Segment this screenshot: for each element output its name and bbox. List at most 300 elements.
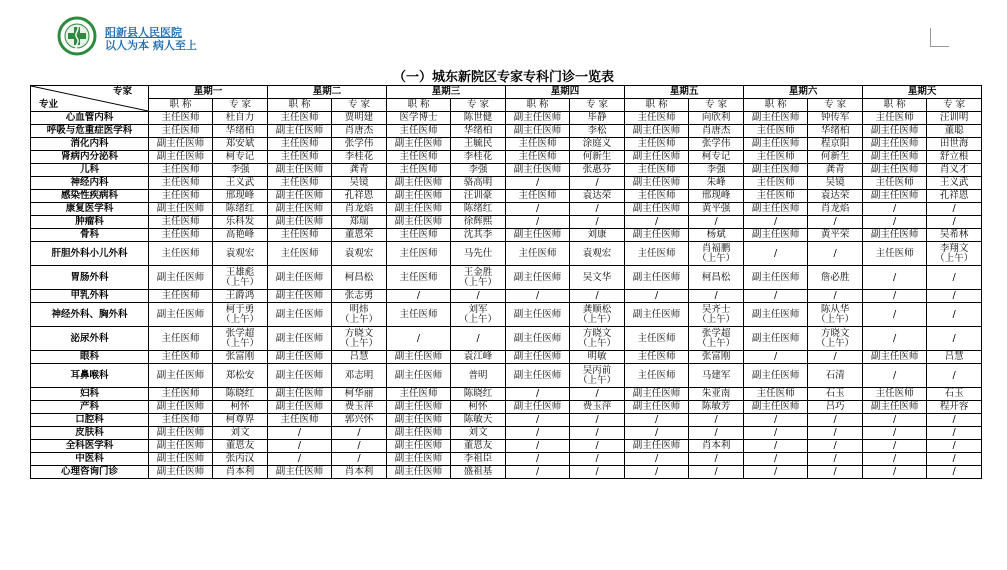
doctor-name-cell: 龚青	[808, 164, 863, 177]
doctor-name-cell: 陈绪红	[213, 203, 268, 216]
doctor-title-cell: 副主任医师	[744, 229, 808, 242]
doctor-title-cell: 副主任医师	[268, 351, 332, 364]
schedule-row	[31, 112, 982, 125]
doctor-name-cell	[689, 242, 744, 266]
schedule-row	[31, 125, 982, 138]
doctor-name-cell: 石玉	[927, 388, 982, 401]
doctor-title-cell: /	[863, 453, 927, 466]
doctor-name-cell: 朱亚南	[689, 388, 744, 401]
doctor-name-cell: 骆高明	[451, 177, 506, 190]
doctor-name-cell: 华绪柏	[213, 125, 268, 138]
doctor-title-cell: 主任医师	[506, 242, 570, 266]
doctor-name-cell: 费玉萍	[332, 401, 387, 414]
schedule-row	[31, 290, 982, 303]
doctor-name-cell: /	[332, 440, 387, 453]
doctor-name-cell: /	[927, 427, 982, 440]
doctor-name-cell: 张学伟	[332, 138, 387, 151]
doctor-name: 王金胜	[463, 266, 493, 278]
department-cell: 皮肤科	[31, 427, 149, 440]
day-header: 星期三	[387, 86, 506, 99]
doctor-name-cell: 舒立根	[927, 151, 982, 164]
corner-header-cell	[31, 86, 149, 112]
doctor-name-cell: 马先仕	[451, 242, 506, 266]
doctor-title-cell: 副主任医师	[863, 164, 927, 177]
doctor-name-cell: 张富刚	[213, 351, 268, 364]
doctor-title-cell: 副主任医师	[387, 364, 451, 388]
doctor-name-cell: /	[808, 414, 863, 427]
doctor-name-cell: 肖龙焰	[808, 203, 863, 216]
doctor-title-cell: 副主任医师	[149, 266, 213, 290]
session-note: （上午）	[697, 252, 736, 264]
doctor-name-cell: 黄平荣	[808, 229, 863, 242]
doctor-title-cell: 副主任医师	[863, 138, 927, 151]
day-header: 星期六	[744, 86, 863, 99]
doctor-name: 方晓文	[820, 327, 850, 339]
doctor-name-cell: 张富刚	[689, 351, 744, 364]
doctor-name-cell: 普明	[451, 364, 506, 388]
schedule-row	[31, 164, 982, 177]
doctor-title-cell: /	[744, 290, 808, 303]
doctor-name-cell: 石玉	[808, 388, 863, 401]
doctor-name-cell: 龚青	[332, 164, 387, 177]
doctor-title-cell: /	[625, 290, 689, 303]
doctor-title-cell: 副主任医师	[744, 266, 808, 290]
doctor-title-cell: /	[506, 388, 570, 401]
doctor-title-cell: /	[863, 327, 927, 351]
schedule-row	[31, 466, 982, 479]
doctor-title-cell: 副主任医师	[268, 327, 332, 351]
doctor-name-cell: 程开容	[927, 401, 982, 414]
doctor-name-cell: /	[927, 327, 982, 351]
doctor-name-cell: 明敏	[570, 351, 625, 364]
doctor-title-cell: 副主任医师	[268, 216, 332, 229]
doctor-name-cell	[570, 364, 625, 388]
doctor-title-cell: 副主任医师	[268, 290, 332, 303]
doctor-title-cell: 主任医师	[268, 229, 332, 242]
doctor-name-cell: 刘康	[570, 229, 625, 242]
doctor-name-cell: 张学伟	[689, 138, 744, 151]
hospital-name: 阳新县人民医院	[105, 26, 182, 39]
schedule-row	[31, 414, 982, 427]
expert-col-header: 专 家	[213, 99, 268, 112]
doctor-name-cell: 袁观宏	[332, 242, 387, 266]
doctor-name: 明炜	[349, 303, 369, 315]
doctor-name-cell	[927, 242, 982, 266]
doctor-name-cell: 柯怀	[451, 401, 506, 414]
doctor-name: 龚顺松	[582, 303, 612, 315]
doctor-name-cell	[332, 303, 387, 327]
doctor-title-cell: 主任医师	[506, 138, 570, 151]
doctor-title-cell: 副主任医师	[149, 440, 213, 453]
doctor-title-cell: 副主任医师	[744, 138, 808, 151]
doctor-name-cell: /	[927, 414, 982, 427]
doctor-title-cell: 副主任医师	[506, 303, 570, 327]
doctor-name-cell: 袁达荣	[570, 190, 625, 203]
day-header: 星期二	[268, 86, 387, 99]
corner-label-specialty: 专业	[39, 99, 59, 110]
doctor-title-cell: 副主任医师	[149, 364, 213, 388]
expert-col-header: 专 家	[332, 99, 387, 112]
title-col-header: 职 称	[149, 99, 213, 112]
page-corner-mark	[930, 28, 949, 47]
session-note: （上午）	[816, 337, 855, 349]
doctor-name-cell: /	[451, 327, 506, 351]
schedule-row	[31, 203, 982, 216]
doctor-name-cell	[451, 266, 506, 290]
doctor-title-cell: 主任医师	[625, 190, 689, 203]
doctor-name-cell: 吕慧	[332, 351, 387, 364]
doctor-title-cell: 副主任医师	[387, 216, 451, 229]
doctor-name-cell: 邢现峰	[213, 190, 268, 203]
doctor-title-cell: /	[863, 466, 927, 479]
doctor-name-cell: 肖本利	[213, 466, 268, 479]
doctor-name-cell: 吴文华	[570, 266, 625, 290]
doctor-name-cell: 孔祥恩	[927, 190, 982, 203]
day-header: 星期四	[506, 86, 625, 99]
doctor-name-cell	[213, 266, 268, 290]
doctor-title-cell: 主任医师	[387, 303, 451, 327]
hospital-header	[105, 26, 197, 52]
doctor-name-cell: 郭兴怀	[332, 414, 387, 427]
doctor-title-cell: 主任医师	[863, 242, 927, 266]
doctor-name-cell: /	[689, 216, 744, 229]
doctor-title-cell: /	[625, 216, 689, 229]
doctor-name-cell: 肖唐杰	[689, 125, 744, 138]
doctor-title-cell: /	[744, 414, 808, 427]
doctor-name-cell: 盛祖基	[451, 466, 506, 479]
doctor-name-cell: /	[808, 453, 863, 466]
doctor-title-cell: 副主任医师	[387, 177, 451, 190]
schedule-row	[31, 177, 982, 190]
doctor-title-cell: 副主任医师	[744, 203, 808, 216]
schedule-row	[31, 440, 982, 453]
schedule-row	[31, 242, 982, 266]
doctor-title-cell: /	[625, 453, 689, 466]
department-cell: 泌尿外科	[31, 327, 149, 351]
doctor-name-cell: 钟传军	[808, 112, 863, 125]
doctor-title-cell: 主任医师	[268, 112, 332, 125]
session-note: （上午）	[578, 337, 617, 349]
doctor-title-cell: 副主任医师	[506, 112, 570, 125]
doctor-title-cell: 副主任医师	[506, 164, 570, 177]
doctor-name-cell: /	[570, 453, 625, 466]
doctor-name-cell: 陈晓红	[451, 388, 506, 401]
doctor-name: 肖福鹏	[701, 242, 731, 254]
title-col-header: 职 称	[744, 99, 808, 112]
day-header: 星期一	[149, 86, 268, 99]
schedule-row	[31, 303, 982, 327]
doctor-name-cell: 陈敏天	[451, 414, 506, 427]
doctor-title-cell: 副主任医师	[625, 401, 689, 414]
day-header: 星期天	[863, 86, 982, 99]
subheader-row	[31, 99, 982, 112]
doctor-name-cell: 邢现峰	[689, 190, 744, 203]
doctor-name-cell	[808, 303, 863, 327]
session-note: （上午）	[697, 313, 736, 325]
doctor-title-cell: 副主任医师	[387, 453, 451, 466]
doctor-title-cell: /	[506, 453, 570, 466]
doctor-name-cell: 徐辉熙	[451, 216, 506, 229]
doctor-title-cell: 副主任医师	[387, 351, 451, 364]
doctor-name: 方晓文	[582, 327, 612, 339]
doctor-title-cell: 主任医师	[625, 112, 689, 125]
doctor-title-cell: 副主任医师	[149, 466, 213, 479]
doctor-name: 柯于勇	[225, 303, 255, 315]
doctor-name-cell: /	[927, 466, 982, 479]
doctor-title-cell: 副主任医师	[744, 164, 808, 177]
doctor-name-cell: 马建军	[689, 364, 744, 388]
schedule-row	[31, 427, 982, 440]
doctor-name-cell: /	[927, 216, 982, 229]
doctor-name-cell: /	[570, 203, 625, 216]
doctor-title-cell: 主任医师	[387, 151, 451, 164]
doctor-title-cell: 副主任医师	[387, 203, 451, 216]
doctor-title-cell: 主任医师	[149, 290, 213, 303]
session-note: （上午）	[816, 313, 855, 325]
session-note: （上午）	[578, 374, 617, 386]
doctor-title-cell: 副主任医师	[625, 388, 689, 401]
doctor-name-cell	[689, 303, 744, 327]
doctor-name-cell: 张丙汉	[213, 453, 268, 466]
doctor-name-cell: /	[689, 414, 744, 427]
doctor-title-cell: 主任医师	[149, 125, 213, 138]
doctor-name-cell: /	[451, 290, 506, 303]
doctor-name-cell	[213, 327, 268, 351]
doctor-name-cell: /	[570, 388, 625, 401]
doctor-name-cell: 乐科发	[213, 216, 268, 229]
doctor-name-cell	[808, 327, 863, 351]
doctor-title-cell: 副主任医师	[744, 327, 808, 351]
doctor-name-cell: 刘文	[213, 427, 268, 440]
doctor-name-cell: 王义武	[927, 177, 982, 190]
session-note: （上午）	[221, 276, 260, 288]
doctor-title-cell: 副主任医师	[149, 203, 213, 216]
doctor-name-cell: 朱峰	[689, 177, 744, 190]
schedule-row	[31, 151, 982, 164]
doctor-title-cell: 副主任医师	[268, 401, 332, 414]
doctor-name-cell: 华绪柏	[451, 125, 506, 138]
doctor-name-cell: /	[927, 453, 982, 466]
doctor-title-cell: /	[268, 453, 332, 466]
doctor-title-cell: 副主任医师	[387, 401, 451, 414]
doctor-title-cell: /	[506, 440, 570, 453]
department-cell: 呼吸与危重症医学科	[31, 125, 149, 138]
doctor-title-cell: /	[506, 216, 570, 229]
doctor-title-cell: /	[506, 466, 570, 479]
title-col-header: 职 称	[268, 99, 332, 112]
doctor-title-cell: 副主任医师	[387, 466, 451, 479]
department-cell: 甲乳外科	[31, 290, 149, 303]
doctor-name: 李翔文	[939, 242, 969, 254]
doctor-name: 陈从华	[820, 303, 850, 315]
doctor-name-cell: /	[570, 177, 625, 190]
doctor-name-cell: /	[927, 266, 982, 290]
doctor-title-cell: 副主任医师	[625, 203, 689, 216]
doctor-name-cell: 肖本利	[332, 466, 387, 479]
doctor-name-cell: 柯尊界	[213, 414, 268, 427]
doctor-title-cell: 主任医师	[149, 190, 213, 203]
session-note: （上午）	[221, 337, 260, 349]
doctor-name-cell: 王义武	[213, 177, 268, 190]
doctor-name-cell: 吕慧	[927, 351, 982, 364]
expert-col-header: 专 家	[689, 99, 744, 112]
doctor-title-cell: /	[744, 453, 808, 466]
doctor-title-cell: /	[506, 290, 570, 303]
doctor-title-cell: 主任医师	[863, 177, 927, 190]
hospital-slogan: 以人为本 病人至上	[105, 39, 197, 52]
doctor-title-cell: 主任医师	[387, 125, 451, 138]
doctor-name-cell: /	[927, 440, 982, 453]
doctor-title-cell: 副主任医师	[268, 303, 332, 327]
doctor-name-cell	[689, 327, 744, 351]
title-col-header: 职 称	[863, 99, 927, 112]
doctor-name-cell: 李桂花	[451, 151, 506, 164]
doctor-name-cell: 杜自力	[213, 112, 268, 125]
doctor-name-cell: /	[570, 290, 625, 303]
department-cell: 肿瘤科	[31, 216, 149, 229]
doctor-title-cell: 主任医师	[387, 266, 451, 290]
department-cell: 全科医学科	[31, 440, 149, 453]
doctor-name-cell: 柯华丽	[332, 388, 387, 401]
doctor-name-cell: 向欣利	[689, 112, 744, 125]
schedule-row	[31, 327, 982, 351]
title-col-header: 职 称	[506, 99, 570, 112]
session-note: （上午）	[221, 313, 260, 325]
schedule-row	[31, 266, 982, 290]
schedule-row	[31, 401, 982, 414]
expert-col-header: 专 家	[808, 99, 863, 112]
schedule-row	[31, 388, 982, 401]
day-header-row	[31, 86, 982, 99]
doctor-name-cell: /	[927, 203, 982, 216]
schedule-row	[31, 138, 982, 151]
doctor-name-cell: 吴镜	[808, 177, 863, 190]
doctor-title-cell: /	[863, 290, 927, 303]
doctor-name-cell: 柯怀	[213, 401, 268, 414]
doctor-name-cell: 詹必胜	[808, 266, 863, 290]
doctor-title-cell: 副主任医师	[268, 466, 332, 479]
doctor-title-cell: 副主任医师	[863, 401, 927, 414]
doctor-title-cell: 主任医师	[744, 177, 808, 190]
department-cell: 妇科	[31, 388, 149, 401]
doctor-title-cell: /	[506, 414, 570, 427]
doctor-title-cell: 主任医师	[625, 364, 689, 388]
department-cell: 神经外科、胸外科	[31, 303, 149, 327]
doctor-name-cell	[213, 303, 268, 327]
doctor-name: 张学超	[225, 327, 255, 339]
doctor-title-cell: 副主任医师	[268, 266, 332, 290]
department-cell: 耳鼻喉科	[31, 364, 149, 388]
session-note: （上午）	[340, 337, 379, 349]
department-cell: 肾病内分泌科	[31, 151, 149, 164]
doctor-name-cell: /	[808, 351, 863, 364]
doctor-title-cell: 副主任医师	[744, 401, 808, 414]
doctor-name: 吴丙前	[582, 364, 612, 376]
doctor-title-cell: 主任医师	[625, 351, 689, 364]
doctor-name-cell: /	[570, 414, 625, 427]
doctor-name-cell: 黄平强	[689, 203, 744, 216]
doctor-name-cell: 李强	[213, 164, 268, 177]
doctor-name-cell: 郑松安	[213, 364, 268, 388]
expert-col-header: 专 家	[451, 99, 506, 112]
doctor-name-cell: 陈敏芳	[689, 401, 744, 414]
doctor-name-cell: /	[808, 216, 863, 229]
doctor-name-cell: 何新生	[808, 151, 863, 164]
doctor-name-cell: 陈世健	[451, 112, 506, 125]
doctor-title-cell: 副主任医师	[149, 453, 213, 466]
doctor-name-cell: 柯专记	[689, 151, 744, 164]
doctor-name-cell: /	[927, 364, 982, 388]
session-note: （上午）	[340, 313, 379, 325]
doctor-name-cell: 肖义才	[927, 164, 982, 177]
doctor-title-cell: 主任医师	[149, 216, 213, 229]
schedule-row	[31, 216, 982, 229]
doctor-name: 吴齐士	[701, 303, 731, 315]
doctor-title-cell: /	[387, 327, 451, 351]
doctor-title-cell: 副主任医师	[863, 351, 927, 364]
doctor-title-cell: 主任医师	[863, 388, 927, 401]
doctor-title-cell: 主任医师	[149, 229, 213, 242]
schedule-row	[31, 229, 982, 242]
doctor-title-cell: 副主任医师	[268, 388, 332, 401]
doctor-name-cell: /	[808, 242, 863, 266]
doctor-name-cell: /	[689, 466, 744, 479]
schedule-row	[31, 190, 982, 203]
doctor-title-cell: 副主任医师	[863, 190, 927, 203]
doctor-name-cell: 袁江峰	[451, 351, 506, 364]
doctor-name-cell: /	[570, 427, 625, 440]
doctor-name-cell: 沈其李	[451, 229, 506, 242]
doctor-name-cell: /	[927, 303, 982, 327]
department-cell: 胃肠外科	[31, 266, 149, 290]
doctor-title-cell: 副主任医师	[149, 427, 213, 440]
doctor-name-cell: 郑瑞	[332, 216, 387, 229]
doctor-name-cell: 贾明建	[332, 112, 387, 125]
session-note: （上午）	[459, 313, 498, 325]
title-col-header: 职 称	[625, 99, 689, 112]
doctor-name-cell: /	[808, 290, 863, 303]
doctor-name-cell: /	[689, 453, 744, 466]
doctor-name-cell: 董恩友	[451, 440, 506, 453]
doctor-name-cell: /	[570, 466, 625, 479]
doctor-name-cell: /	[570, 216, 625, 229]
department-cell: 消化内科	[31, 138, 149, 151]
doctor-title-cell: /	[744, 351, 808, 364]
doctor-name-cell: 华绪柏	[808, 125, 863, 138]
doctor-title-cell: /	[268, 440, 332, 453]
doctor-title-cell: 副主任医师	[387, 190, 451, 203]
doctor-name-cell: 涂庭义	[570, 138, 625, 151]
doctor-title-cell: 副主任医师	[744, 303, 808, 327]
doctor-title-cell: 副主任医师	[863, 151, 927, 164]
department-cell: 心血管内科	[31, 112, 149, 125]
department-cell: 眼科	[31, 351, 149, 364]
page-title: （一）城东新院区专家专科门诊一览表	[392, 70, 614, 85]
doctor-name: 方晓文	[344, 327, 374, 339]
doctor-name-cell	[570, 303, 625, 327]
doctor-name: 刘军	[468, 303, 488, 315]
schedule-row	[31, 453, 982, 466]
doctor-title-cell: 主任医师	[149, 327, 213, 351]
doctor-title-cell: 副主任医师	[744, 364, 808, 388]
doctor-name-cell: 柯昌松	[689, 266, 744, 290]
session-note: （上午）	[578, 313, 617, 325]
doctor-title-cell: 副主任医师	[625, 266, 689, 290]
doctor-name-cell: 袁观宏	[570, 242, 625, 266]
doctor-name-cell: 田世海	[927, 138, 982, 151]
schedule-row	[31, 364, 982, 388]
doctor-title-cell: /	[863, 364, 927, 388]
